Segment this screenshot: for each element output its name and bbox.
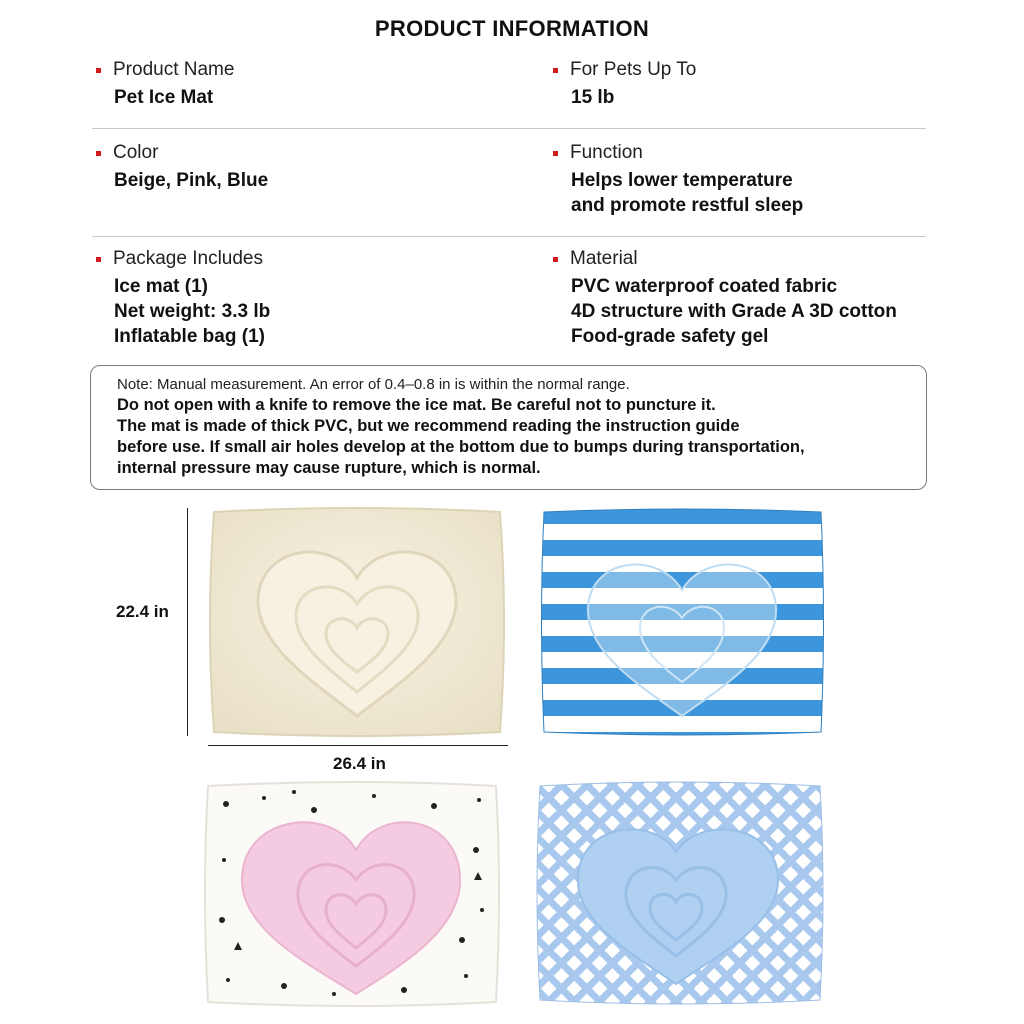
- spec-color: [114, 142, 268, 193]
- blue-heart-mat-image: [536, 780, 824, 1006]
- note-box: [90, 365, 927, 490]
- bullet-icon: [553, 257, 558, 262]
- spec-value: Net weight: 3.3 lb: [114, 301, 271, 322]
- spec-product-name: [114, 59, 234, 110]
- note-warning: Do not open with a knife to remove the ice mat. Be careful not to puncture it.: [117, 396, 716, 414]
- spec-label: Product Name: [113, 59, 235, 80]
- bullet-icon: [96, 151, 101, 156]
- beige-mat-image: [206, 506, 508, 738]
- spec-value: Inflatable bag (1): [114, 326, 265, 347]
- blue-striped-mat-image: [540, 508, 825, 736]
- width-dimension: 26.4 in: [333, 754, 386, 773]
- bullet-icon: [96, 257, 101, 262]
- height-dimension-line: [187, 508, 188, 736]
- spec-value: Helps lower temperature: [571, 170, 793, 191]
- divider: [92, 236, 926, 237]
- note-text: Note: Manual measurement. An error of 0.4–0.8 in is within the normal range.: [117, 376, 630, 393]
- spec-value: and promote restful sleep: [571, 195, 804, 216]
- spec-value: Beige, Pink, Blue: [114, 170, 269, 191]
- bullet-icon: [553, 68, 558, 73]
- spec-value: PVC waterproof coated fabric: [571, 276, 838, 297]
- spec-label: Package Includes: [113, 248, 263, 269]
- spec-function: [571, 142, 803, 218]
- bullet-icon: [96, 68, 101, 73]
- note-warning: The mat is made of thick PVC, but we recommend reading the instruction guide: [117, 417, 740, 435]
- spec-value: Ice mat (1): [114, 276, 208, 297]
- width-dimension-line: [208, 745, 508, 746]
- spec-label: Function: [570, 142, 643, 163]
- spec-value: Food-grade safety gel: [571, 326, 769, 347]
- divider: [92, 128, 926, 129]
- spec-value: 4D structure with Grade A 3D cotton: [571, 301, 897, 322]
- bullet-icon: [553, 151, 558, 156]
- spec-for-pets: [571, 59, 696, 110]
- page-title: PRODUCT INFORMATION: [374, 16, 650, 41]
- spec-label: For Pets Up To: [570, 59, 697, 80]
- spec-label: Color: [113, 142, 159, 163]
- spec-package: [114, 248, 270, 349]
- spec-value: Pet Ice Mat: [114, 87, 214, 108]
- spec-label: Material: [570, 248, 638, 269]
- spec-material: [571, 248, 897, 349]
- note-warning: before use. If small air holes develop at the bottom due to bumps during transportation,: [117, 438, 805, 456]
- spec-value: 15 lb: [571, 87, 615, 108]
- height-dimension: 22.4 in: [116, 602, 169, 621]
- pink-heart-mat-image: [204, 780, 500, 1008]
- note-warning: internal pressure may cause rupture, which is normal.: [117, 459, 541, 477]
